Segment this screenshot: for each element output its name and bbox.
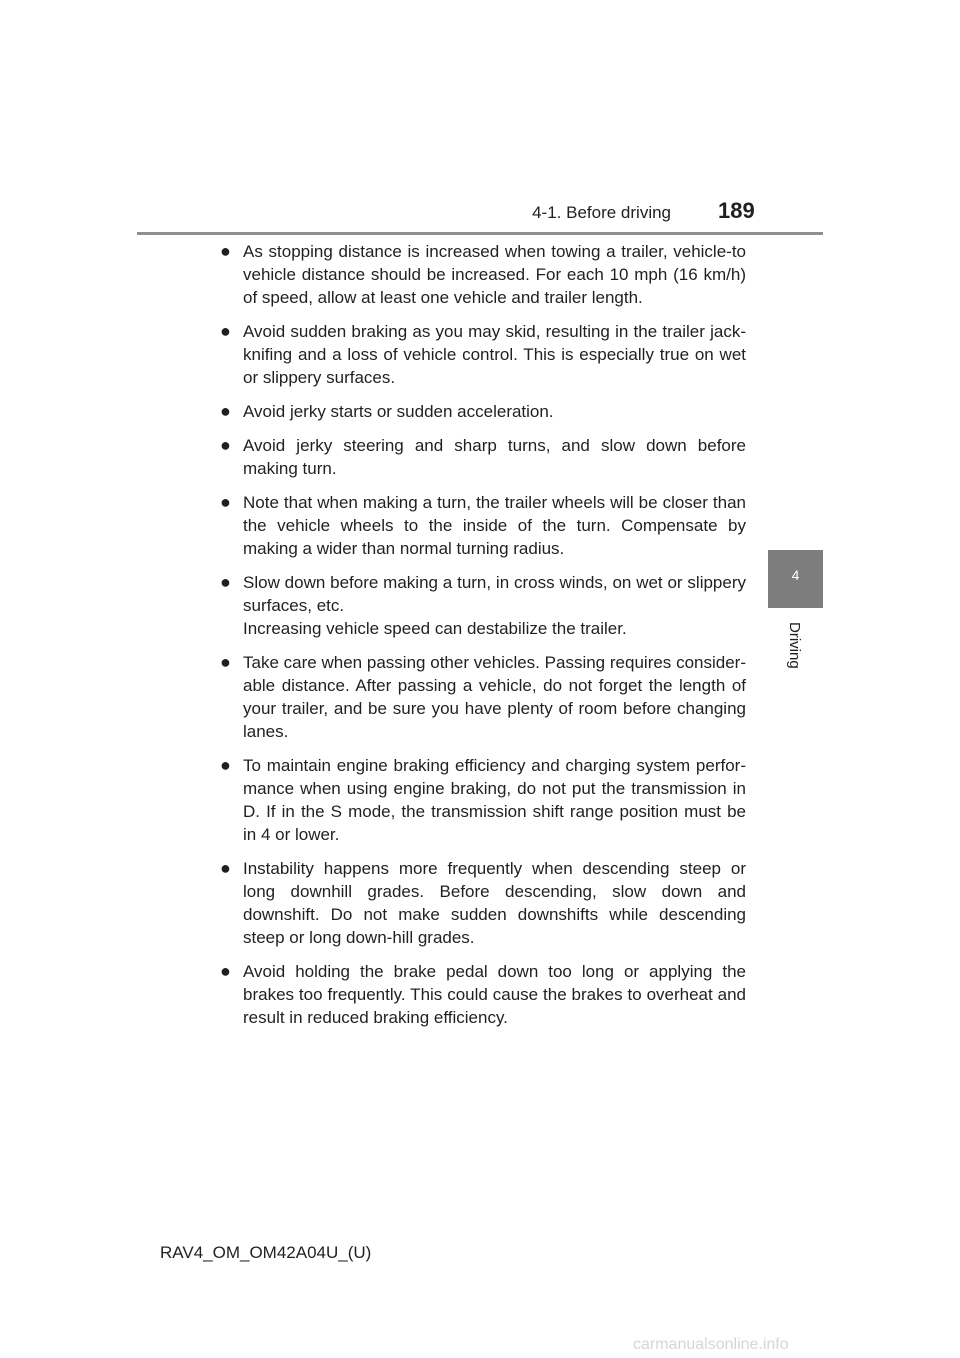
list-item (220, 960, 746, 1029)
trailer-driving-tips (220, 240, 746, 1040)
section-title: 4-1. Before driving (532, 203, 671, 222)
chapter-tab[interactable] (768, 550, 823, 608)
bullet-note: Increasing vehicle speed can destabilize the trailer. (243, 619, 627, 638)
bullet-icon: ● (220, 435, 231, 455)
bullet-icon: ● (220, 401, 231, 421)
list-item (220, 651, 746, 743)
bullet-icon: ● (220, 492, 231, 512)
bullet-text: Instability happens more frequently when descending steep or long downhill grades. Before descending, slow down and downshift. Do not make sudden downshifts while descending steep or long down-hill grades. (243, 859, 746, 947)
list-item (220, 571, 746, 640)
bullet-text: As stopping distance is increased when towing a trailer, vehicle-to vehicle distance should be increased. For each 10 mph (16 km/h) of speed, allow at least one vehicle and trailer length. (243, 242, 746, 307)
list-item (220, 491, 746, 560)
list-item (220, 754, 746, 846)
chapter-number: 4 (791, 567, 800, 583)
bullet-text: Take care when passing other vehicles. Passing requires consider-able distance. After passing a vehicle, do not forget the length of your trailer, and be sure you have plenty of room before changing lanes. (243, 653, 746, 741)
bullet-icon: ● (220, 755, 231, 775)
bullet-text: Avoid jerky starts or sudden acceleration. (243, 402, 554, 421)
bullet-text: To maintain engine braking efficiency and charging system perfor-mance when using engine braking, do not put the transmission in D. If in the S mode, the transmission shift range position must be in 4 or lower. (243, 756, 746, 844)
bullet-text: Avoid holding the brake pedal down too long or applying the brakes too frequently. This could cause the brakes to overheat and result in reduced braking efficiency. (243, 962, 746, 1027)
list-item (220, 400, 746, 423)
chapter-title: Driving (786, 622, 803, 669)
list-item (220, 857, 746, 949)
watermark: carmanualsonline.info (633, 1336, 789, 1353)
bullet-icon: ● (220, 241, 231, 261)
header-divider (137, 232, 823, 235)
bullet-text: Slow down before making a turn, in cross winds, on wet or slippery surfaces, etc. (243, 573, 746, 615)
list-item (220, 240, 746, 309)
document-code: RAV4_OM_OM42A04U_(U) (160, 1243, 372, 1262)
list-item (220, 434, 746, 480)
bullet-icon: ● (220, 572, 231, 592)
bullet-text: Avoid jerky steering and sharp turns, and slow down before making turn. (243, 436, 746, 478)
list-item (220, 320, 746, 389)
bullet-text: Note that when making a turn, the trailer wheels will be closer than the vehicle wheels to the inside of the turn. Compensate by making a wider than normal turning radius. (243, 493, 746, 558)
bullet-icon: ● (220, 961, 231, 981)
bullet-icon: ● (220, 321, 231, 341)
bullet-icon: ● (220, 652, 231, 672)
bullet-text: Avoid sudden braking as you may skid, resulting in the trailer jack-knifing and a loss of vehicle control. This is especially true on wet or slippery surfaces. (243, 322, 746, 387)
bullet-icon: ● (220, 858, 231, 878)
page-number: 189 (718, 198, 755, 223)
